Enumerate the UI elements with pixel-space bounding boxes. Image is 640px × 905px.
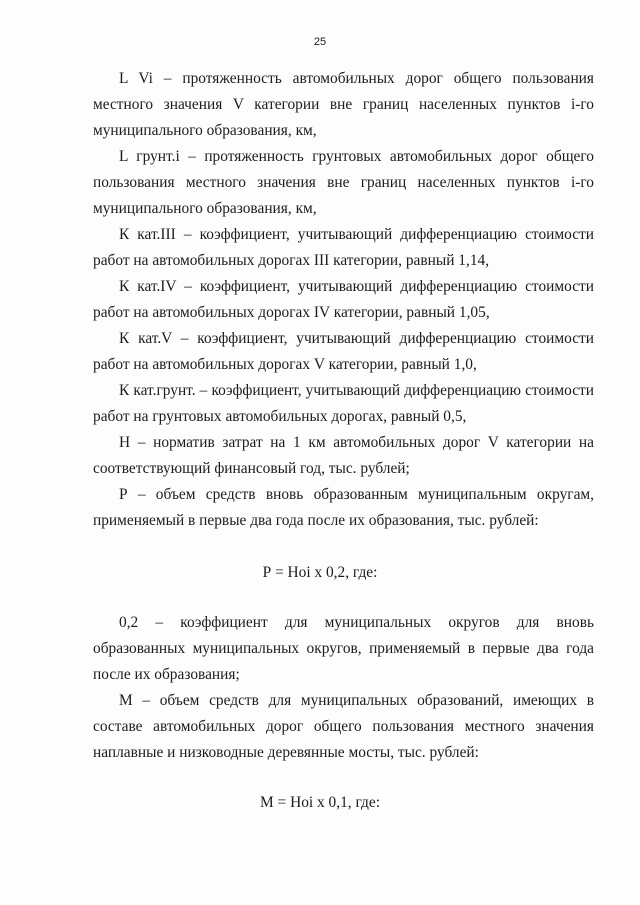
paragraph-k-kat-v: К кат.V – коэффициент, учитывающий дифференциацию стоимости работ на автомобильных дорогах V категории, равный 1,0, — [93, 330, 594, 373]
paragraph-p-volume: Р – объем средств вновь образованным муниципальным округам, применяемый в первые два года после их образования, тыс. рублей: — [93, 486, 594, 529]
paragraph-l-vi: L Vi – протяженность автомобильных дорог общего пользования местного значения V категории вне границ населенных пунктов i-го муниципального образования, км, — [93, 70, 594, 139]
paragraph-coef-0-2: 0,2 – коэффициент для муниципальных округов для вновь образованных муниципальных округов, применяемый в первые два года после их образования; — [93, 614, 594, 683]
paragraph-k-kat-iv: К кат.IV – коэффициент, учитывающий дифференциацию стоимости работ на автомобильных дорогах IV категории, равный 1,05, — [93, 278, 594, 321]
paragraph-m-volume: М – объем средств для муниципальных образований, имеющих в составе автомобильных дорог общего пользования местного значения наплавные и низководные деревянные мосты, тыс. рублей: — [93, 692, 594, 761]
formula-m: М = Hoi x 0,1, где: — [260, 794, 380, 811]
paragraph-h-norm: Н – норматив затрат на 1 км автомобильных дорог V категории на соответствующий финансовый год, тыс. рублей; — [93, 434, 594, 477]
formula-p: Р = Hoi x 0,2, где: — [262, 564, 378, 581]
paragraph-k-kat-iii: К кат.III – коэффициент, учитывающий дифференциацию стоимости работ на автомобильных дорогах III категории, равный 1,14, — [93, 226, 594, 269]
paragraph-k-kat-grunt: К кат.грунт. – коэффициент, учитывающий дифференциацию стоимости работ на грунтовых автомобильных дорогах, равный 0,5, — [93, 382, 594, 425]
page-number: 25 — [313, 36, 327, 48]
paragraph-l-grunt: L грунт.i – протяженность грунтовых автомобильных дорог общего пользования местного значения вне границ населенных пунктов i-го муниципального образования, км, — [93, 148, 594, 217]
